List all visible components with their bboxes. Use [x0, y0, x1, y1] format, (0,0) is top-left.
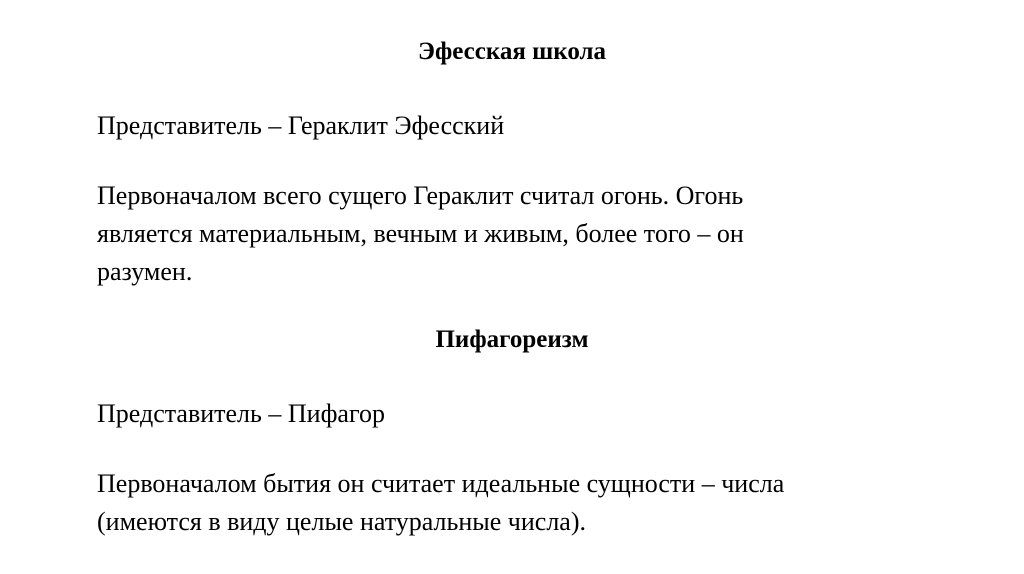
section2-title: Пифагореизм — [435, 326, 589, 353]
section2-description — [97, 465, 917, 541]
section1-description-line: разумен. — [97, 257, 193, 286]
section2-description-line: (имеются в виду целые натуральные числа). — [97, 507, 586, 536]
section1-representative: Представитель – Гераклит Эфесский — [97, 111, 505, 140]
section2-representative: Представитель – Пифагор — [97, 399, 385, 428]
section1-description — [97, 177, 917, 291]
section1-title: Эфесская школа — [417, 38, 607, 65]
section1-description-line: является материальным, вечным и живым, более того – он — [97, 219, 744, 248]
section1-description-line: Первоначалом всего сущего Гераклит считал огонь. Огонь — [97, 181, 744, 210]
section2-description-line: Первоначалом бытия он считает идеальные сущности – числа — [97, 469, 785, 498]
